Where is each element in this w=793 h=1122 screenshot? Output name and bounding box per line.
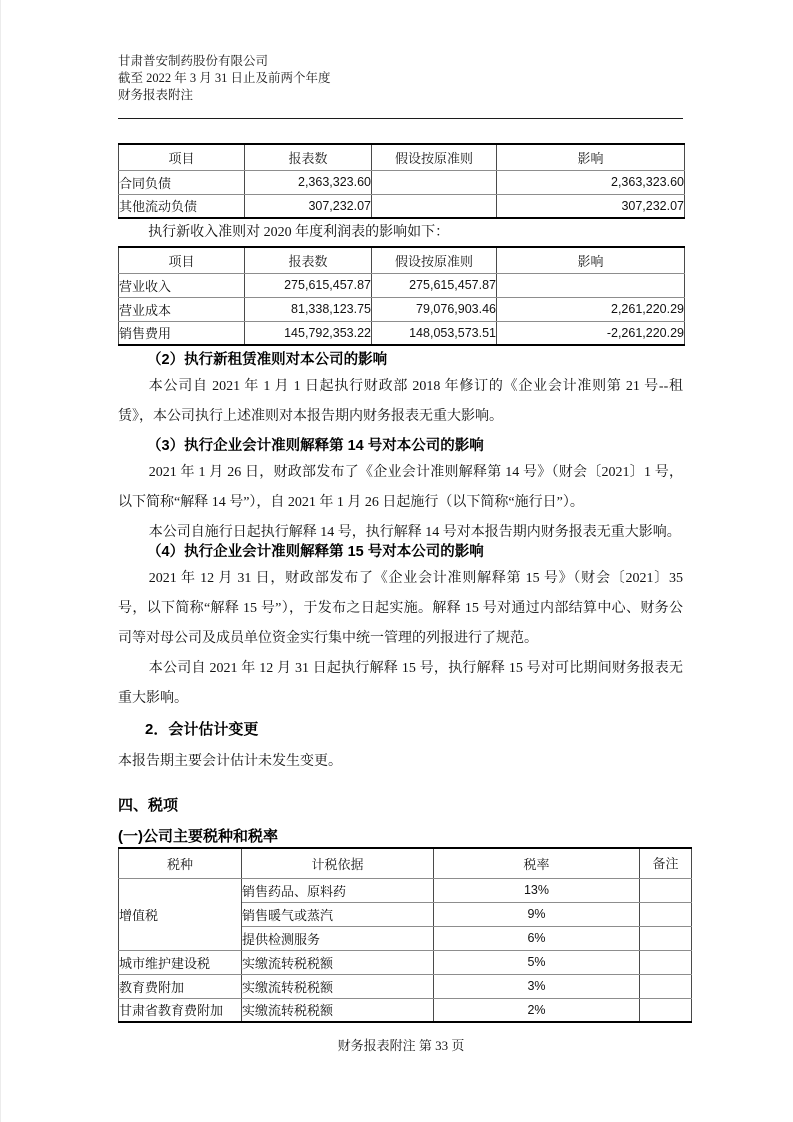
column-header-item: 项目 <box>119 247 245 273</box>
report-period: 截至 2022 年 3 月 31 日止及前两个年度 <box>118 71 331 85</box>
company-name: 甘肃普安制药股份有限公司 <box>118 54 269 68</box>
header-divider <box>118 118 683 119</box>
section-3-paragraph-1: 2021 年 1 月 26 日，财政部发布了《企业会计准则解释第 14 号》（财会〔2021〕1 号，以下简称“解释 14 号”），自 2021 年 1 月 26 日起施行（以下简称“施行日”）。 <box>118 465 683 510</box>
section-3-paragraph-2: 本公司自施行日起执行解释 14 号，执行解释 14 号对本报告期内财务报表无重大影响。 <box>148 525 681 540</box>
column-header-tax-basis: 计税依据 <box>242 848 434 878</box>
cell-reported: 145,792,353.22 <box>245 321 372 345</box>
cell-tax-rate: 13% <box>434 878 640 902</box>
cell-impact <box>497 273 685 297</box>
section-4-paragraph-1: 2021 年 12 月 31 日，财政部发布了《企业会计准则解释第 15 号》（财会〔2021〕35 号，以下简称“解释 15 号”），于发布之日起实施。解释 15 号对通过内部结算中心、财务公司等对母公司及成员单位资金实行集中统一管理的列报进行了规范。 <box>118 571 683 646</box>
section-4-paragraph-2: 本公司自 2021 年 12 月 31 日起执行解释 15 号，执行解释 15 号对可比期间财务报表无重大影响。 <box>118 661 683 706</box>
section-4-heading: （4）执行企业会计准则解释第 15 号对本公司的影响 <box>147 544 484 560</box>
cell-assumed: 79,076,903.46 <box>372 297 497 321</box>
estimate-change-paragraph: 本报告期主要会计估计未发生变更。 <box>118 754 342 769</box>
cell-tax-basis: 销售暖气或蒸汽 <box>242 902 434 926</box>
cell-tax-basis: 实缴流转税税额 <box>242 974 434 998</box>
cell-tax-note <box>640 902 692 926</box>
cell-tax-rate: 5% <box>434 950 640 974</box>
table-row <box>119 297 685 321</box>
table-row <box>119 273 685 297</box>
section-3-heading: （3）执行企业会计准则解释第 14 号对本公司的影响 <box>147 438 484 454</box>
cell-assumed <box>372 170 497 194</box>
cell-assumed <box>372 194 497 218</box>
column-header-tax-rate: 税率 <box>434 848 640 878</box>
table-row <box>119 321 685 345</box>
cell-impact: 2,363,323.60 <box>497 170 685 194</box>
cell-tax-rate: 6% <box>434 926 640 950</box>
estimate-change-heading: 2．会计估计变更 <box>145 721 259 738</box>
doc-header <box>118 53 683 104</box>
column-header-reported: 报表数 <box>245 144 372 170</box>
cell-assumed: 275,615,457.87 <box>372 273 497 297</box>
cell-reported: 81,338,123.75 <box>245 297 372 321</box>
cell-impact: 2,261,220.29 <box>497 297 685 321</box>
cell-tax-type: 城市维护建设税 <box>119 950 242 974</box>
tax-rate-table <box>118 847 692 1023</box>
table-row <box>119 170 685 194</box>
section-2-paragraph: 本公司自 2021 年 1 月 1 日起执行财政部 2018 年修订的《企业会计准则第 21 号--租赁》，本公司执行上述准则对本报告期内财务报表无重大影响。 <box>118 379 683 424</box>
table-row <box>119 194 685 218</box>
cell-item: 营业成本 <box>119 297 245 321</box>
table-row <box>119 998 692 1022</box>
cell-impact: 307,232.07 <box>497 194 685 218</box>
cell-reported: 307,232.07 <box>245 194 372 218</box>
cell-tax-basis: 提供检测服务 <box>242 926 434 950</box>
cell-tax-type: 教育费附加 <box>119 974 242 998</box>
column-header-impact: 影响 <box>497 144 685 170</box>
table-row <box>119 878 692 902</box>
cell-reported: 275,615,457.87 <box>245 273 372 297</box>
cell-tax-type: 甘肃省教育费附加 <box>119 998 242 1022</box>
tax-section-heading: 四、税项 <box>118 797 179 814</box>
table-row <box>119 950 692 974</box>
cell-tax-type-vat: 增值税 <box>119 878 242 950</box>
page-footer: 财务报表附注 第 33 页 <box>337 1038 465 1053</box>
section-2-heading: （2）执行新租赁准则对本公司的影响 <box>147 352 388 368</box>
table-row <box>119 974 692 998</box>
column-header-tax-note: 备注 <box>640 848 692 878</box>
cell-tax-note <box>640 950 692 974</box>
page-content <box>1 0 793 1054</box>
cell-tax-basis: 实缴流转税税额 <box>242 950 434 974</box>
cell-tax-rate: 9% <box>434 902 640 926</box>
income-statement-impact-table <box>118 246 685 346</box>
doc-title: 财务报表附注 <box>118 88 194 102</box>
tax-subsection-heading: (一)公司主要税种和税率 <box>118 828 278 845</box>
cell-tax-basis: 销售药品、原料药 <box>242 878 434 902</box>
cell-reported: 2,363,323.60 <box>245 170 372 194</box>
column-header-item: 项目 <box>119 144 245 170</box>
cell-assumed: 148,053,573.51 <box>372 321 497 345</box>
cell-tax-note <box>640 878 692 902</box>
cell-impact: -2,261,220.29 <box>497 321 685 345</box>
intro-2020-impact: 执行新收入准则对 2020 年度利润表的影响如下： <box>148 225 450 240</box>
cell-tax-note <box>640 974 692 998</box>
cell-tax-basis: 实缴流转税税额 <box>242 998 434 1022</box>
column-header-assumed: 假设按原准则 <box>372 144 497 170</box>
column-header-tax-type: 税种 <box>119 848 242 878</box>
cell-tax-note <box>640 998 692 1022</box>
table-header-row <box>119 247 685 273</box>
cell-tax-note <box>640 926 692 950</box>
column-header-impact: 影响 <box>497 247 685 273</box>
cell-item: 营业收入 <box>119 273 245 297</box>
cell-item: 其他流动负债 <box>119 194 245 218</box>
cell-item: 销售费用 <box>119 321 245 345</box>
column-header-assumed: 假设按原准则 <box>372 247 497 273</box>
cell-item: 合同负债 <box>119 170 245 194</box>
table-header-row <box>119 144 685 170</box>
column-header-reported: 报表数 <box>245 247 372 273</box>
cell-tax-rate: 2% <box>434 998 640 1022</box>
table-header-row <box>119 848 692 878</box>
contract-liability-impact-table <box>118 143 685 219</box>
cell-tax-rate: 3% <box>434 974 640 998</box>
